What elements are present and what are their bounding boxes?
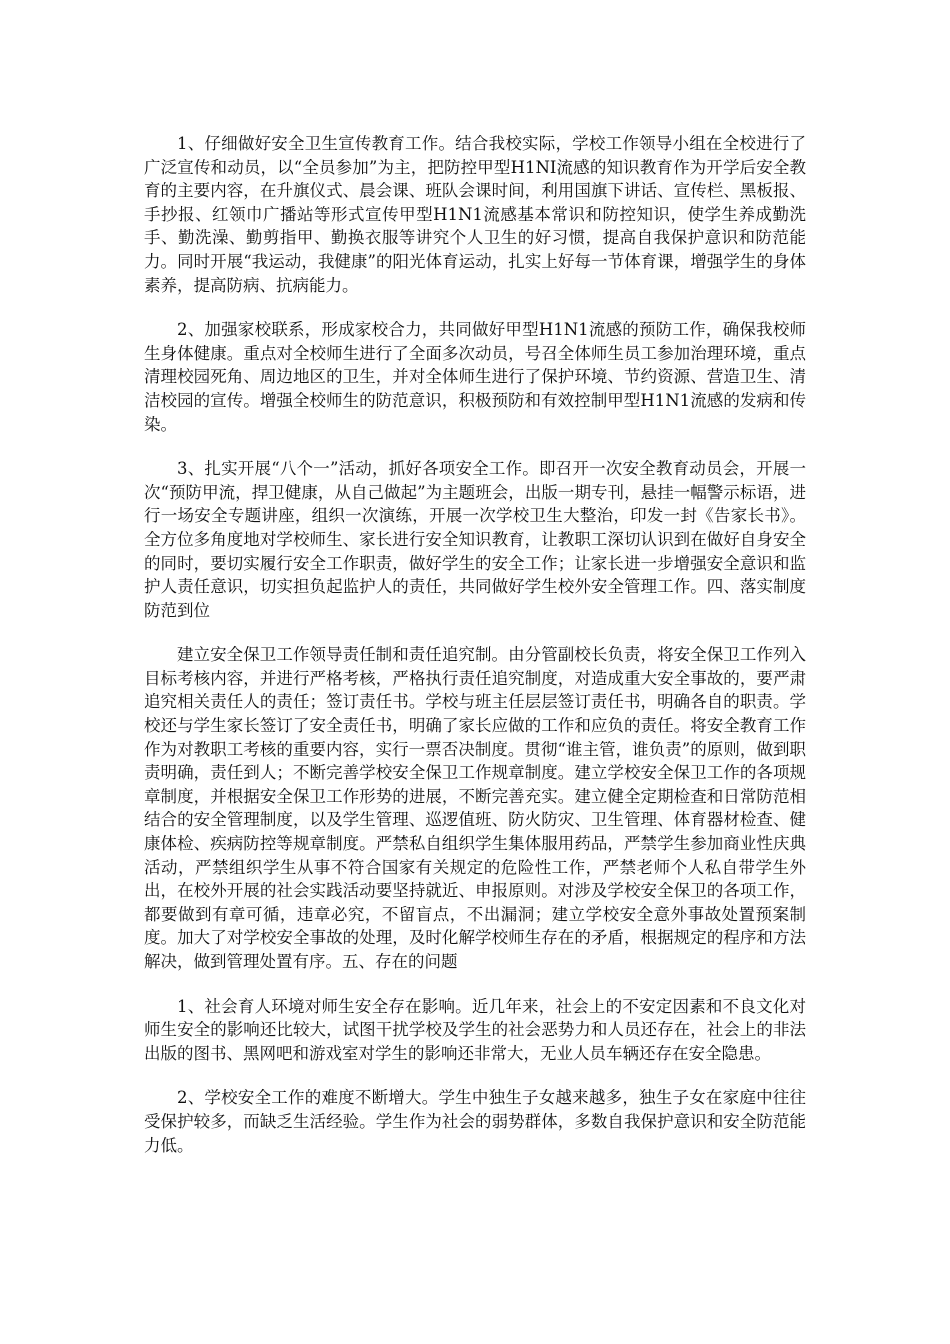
paragraph-social-environment: 1、社会育人环境对师生安全存在影响。近几年来，社会上的不安定因素和不良文化对师生安全的影响还比较大，试图干扰学校及学生的社会恶势力和人员还存在，社会上的非法出版的图书、黑网吧和游戏室对学生的影响还非常大，无业人员车辆还存在安全隐患。 bbox=[144, 996, 806, 1063]
paragraph-eight-ones-activity: 3、扎实开展“八个一”活动，抓好各项安全工作。即召开一次安全教育动员会，开展一次“预防甲流，捍卫健康，从自己做起”为主题班会，出版一期专刊，悬挂一幅警示标语，进行一场安全专题讲座，组织一次演练，开展一次学校卫生大整治，印发一封《告家长书》。全方位多角度地对学校师生、家长进行安全知识教育，让教职工深切认识到在做好自身安全的同时，要切实履行安全工作职责，做好学生的安全工作；让家长进一步增强安全意识和监护人责任意识，切实担负起监护人的责任，共同做好学生校外安全管理工作。四、落实制度防范到位 bbox=[144, 459, 806, 620]
paragraph-safety-difficulty: 2、学校安全工作的难度不断增大。学生中独生子女越来越多，独生子女在家庭中往往受保护较多，而缺乏生活经验。学生作为社会的弱势群体，多数自我保护意识和安全防范能力低。 bbox=[144, 1088, 806, 1155]
paragraph-responsibility-system: 建立安全保卫工作领导责任制和责任追究制。由分管副校长负责，将安全保卫工作列入目标考核内容，并进行严格考核，严格执行责任追究制度，对造成重大安全事故的，要严肃追究相关责任人的责任；签订责任书。学校与班主任层层签订责任书，明确各自的职责。学校还与学生家长签订了安全责任书，明确了家长应做的工作和应负的责任。将安全教育工作作为对教职工考核的重要内容，实行一票否决制度。贯彻“谁主管，谁负责”的原则，做到职责明确，责任到人；不断完善学校安全保卫工作规章制度。建立学校安全保卫工作的各项规章制度，并根据安全保卫工作形势的进展，不断完善充实。建立健全定期检查和日常防范相结合的安全管理制度，以及学生管理、巡逻值班、防火防灾、卫生管理、体育器材检查、健康体检、疾病防控等规章制度。严禁私自组织学生集体服用药品，严禁学生参加商业性庆典活动，严禁组织学生从事不符合国家有关规定的危险性工作，严禁老师个人私自带学生外出，在校外开展的社会实践活动要坚持就近、申报原则。对涉及学校安全保卫的各项工作，都要做到有章可循，违章必究，不留盲点，不出漏洞；建立学校安全意外事故处置预案制度。加大了对学校安全事故的处理，及时化解学校师生存在的矛盾，根据规定的程序和方法解决，做到管理处置有序。五、存在的问题 bbox=[144, 645, 806, 971]
document-body bbox=[144, 132, 806, 1178]
paragraph-home-school-contact: 2、加强家校联系，形成家校合力，共同做好甲型H1N1流感的预防工作，确保我校师生身体健康。重点对全校师生进行了全面多次动员，号召全体师生员工参加治理环境，重点清理校园死角、周边地区的卫生，并对全体师生进行了保护环境、节约资源、营造卫生、清洁校园的宣传。增强全校师生的防范意识，积极预防和有效控制甲型H1N1流感的发病和传染。 bbox=[144, 320, 806, 434]
paragraph-safety-publicity: 1、仔细做好安全卫生宣传教育工作。结合我校实际，学校工作领导小组在全校进行了广泛宣传和动员，以“全员参加”为主，把防控甲型H1NI流感的知识教育作为开学后安全教育的主要内容，在升旗仪式、晨会课、班队会课时间，利用国旗下讲话、宣传栏、黑板报、手抄报、红领巾广播站等形式宣传甲型H1N1流感基本常识和防控知识，使学生养成勤洗手、勤洗澡、勤剪指甲、勤换衣服等讲究个人卫生的好习惯，提高自我保护意识和防范能力。同时开展“我运动，我健康”的阳光体育运动，扎实上好每一节体育课，增强学生的身体素养，提高防病、抗病能力。 bbox=[144, 134, 806, 295]
